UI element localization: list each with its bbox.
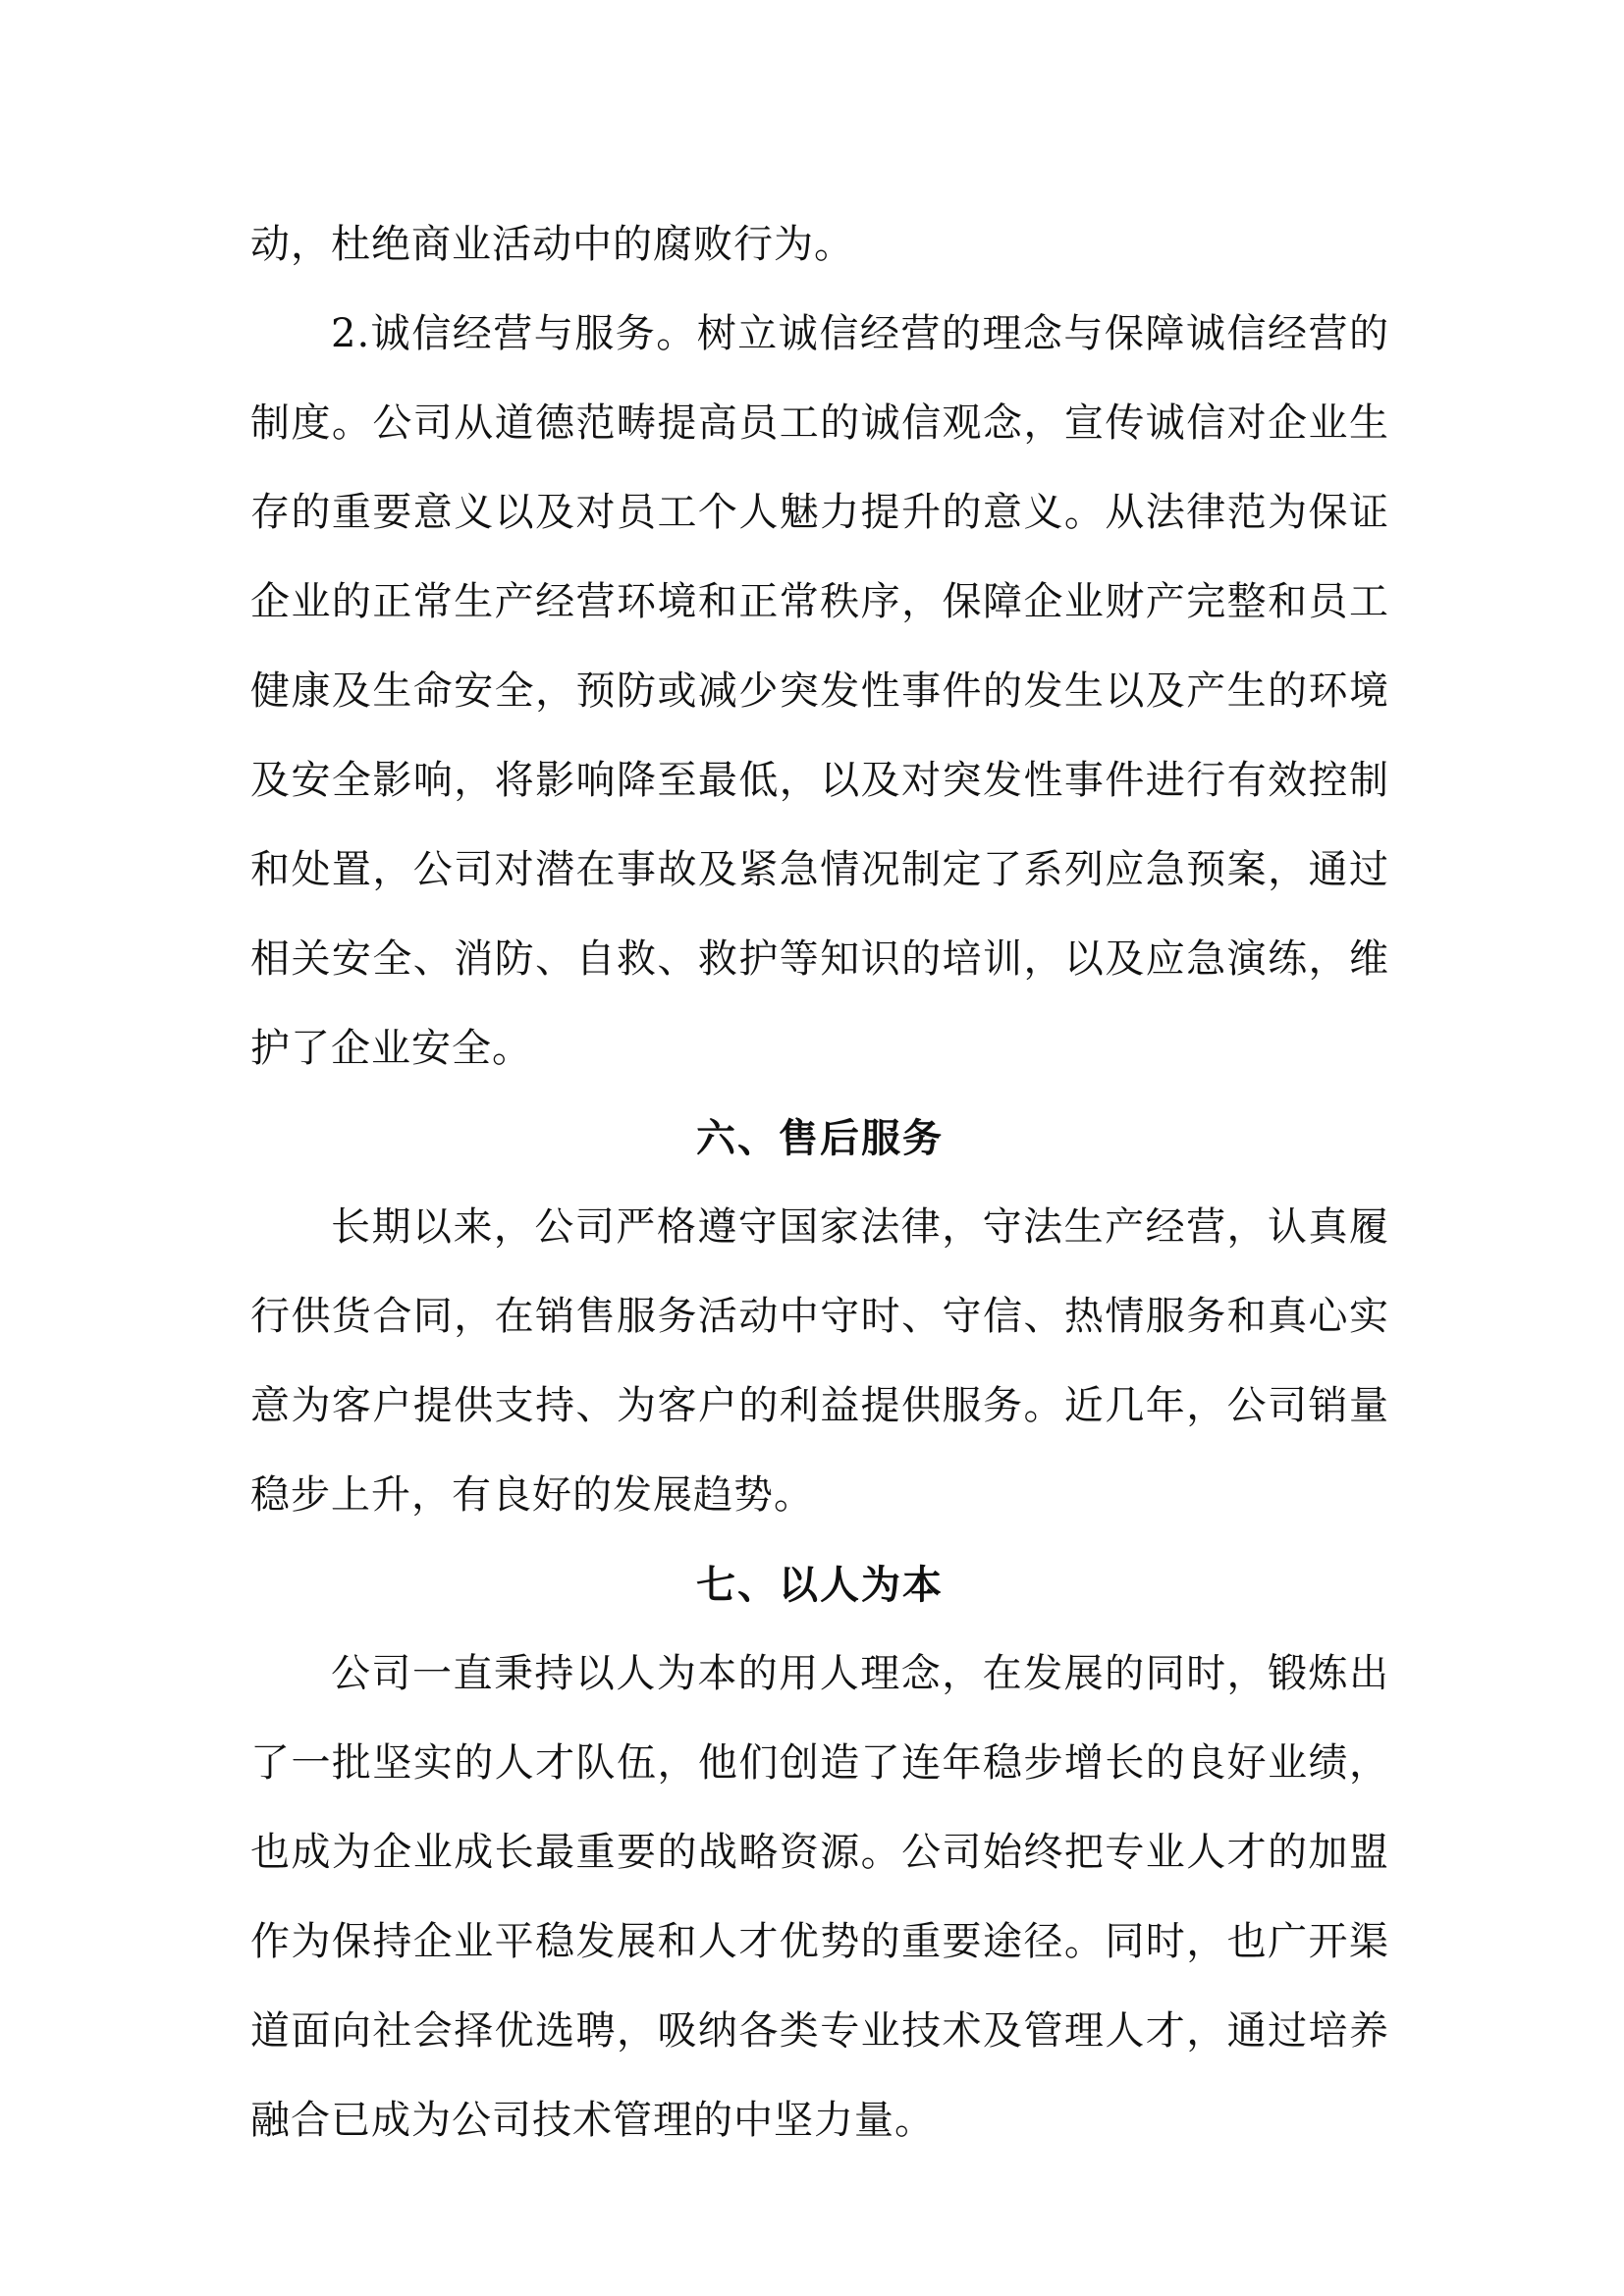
paragraph-people-oriented: 公司一直秉持以人为本的用人理念，在发展的同时，锻炼出了一批坚实的人才队伍，他们创造了连年稳步增长的良好业绩，也成为企业成长最重要的战略资源。公司始终把专业人才的加盟作为保持企业平稳发展和人才优势的重要途径。同时，也广开渠道面向社会择优选聘，吸纳各类专业技术及管理人才，通过培养融合已成为公司技术管理的中坚力量。 <box>250 1651 1389 2143</box>
section-heading-after-sales: 六、售后服务 <box>696 1115 944 1161</box>
paragraph-continuation: 动，杜绝商业活动中的腐败行为。 <box>250 222 854 267</box>
paragraph-after-sales: 长期以来，公司严格遵守国家法律，守法生产经营，认真履行供货合同，在销售服务活动中守时、守信、热情服务和真心实意为客户提供支持、为客户的利益提供服务。近几年，公司销量稳步上升，有良好的发展趋势。 <box>250 1204 1389 1518</box>
section-heading-people-oriented: 七、以人为本 <box>696 1562 944 1608</box>
paragraph-integrity-operation: 2.诚信经营与服务。树立诚信经营的理念与保障诚信经营的制度。公司从道德范畴提高员工的诚信观念，宣传诚信对企业生存的重要意义以及对员工个人魅力提升的意义。从法律范为保证企业的正常生产经营环境和正常秩序，保障企业财产完整和员工健康及生命安全，预防或减少突发性事件的发生以及产生的环境及安全影响，将影响降至最低，以及对突发性事件进行有效控制和处置，公司对潜在事故及紧急情况制定了系列应急预案，通过相关安全、消防、自救、救护等知识的培训，以及应急演练，维护了企业安全。 <box>250 311 1389 1071</box>
document-body <box>250 200 1389 2165</box>
